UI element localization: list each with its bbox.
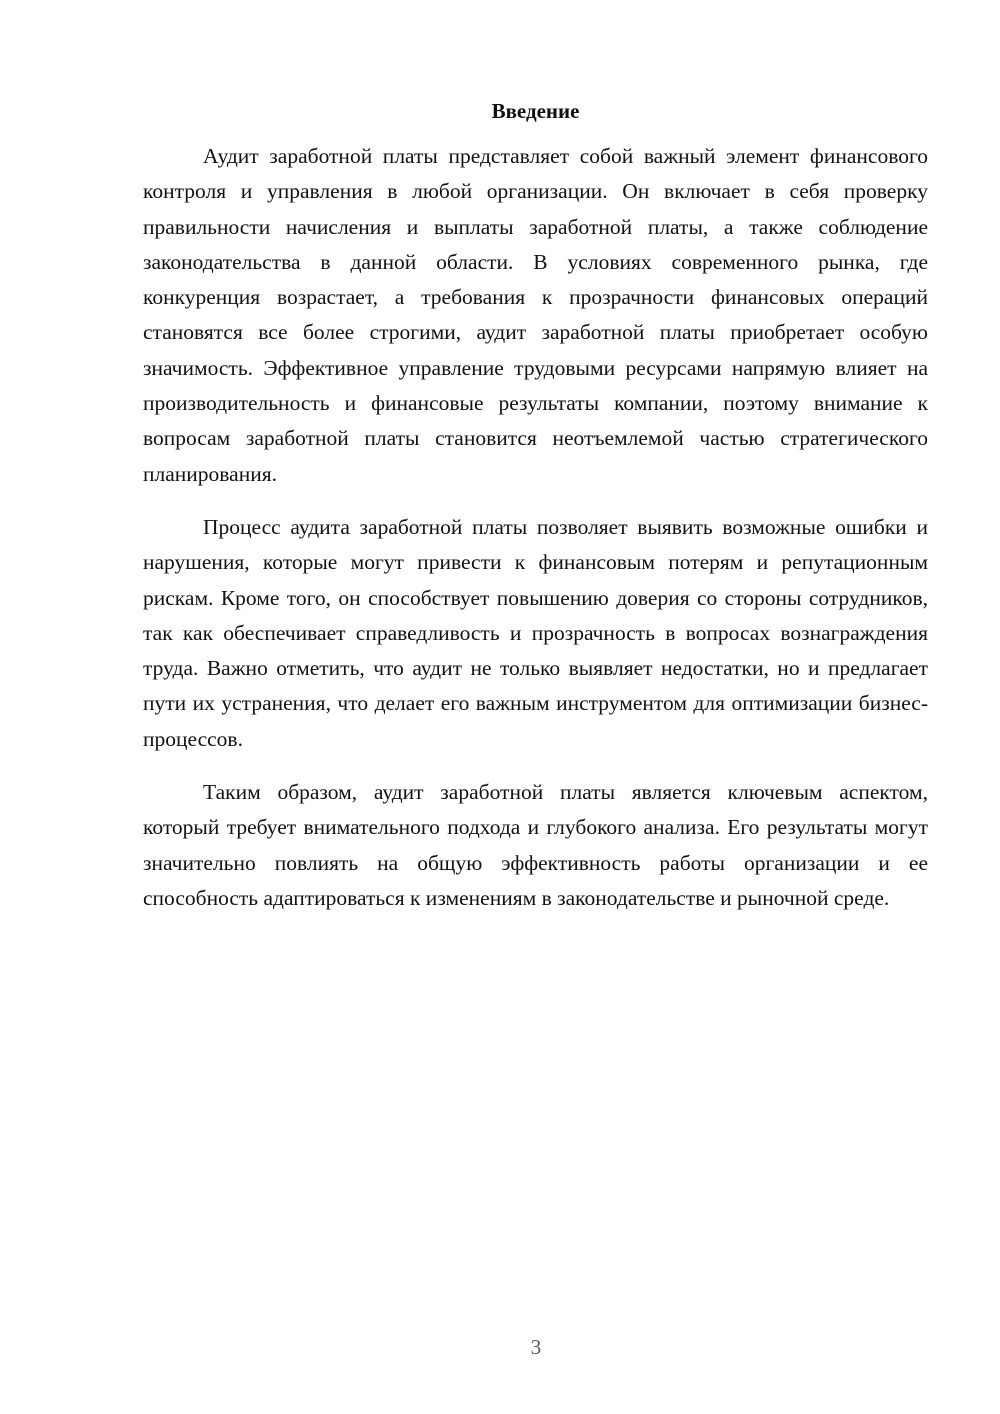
section-heading: Введение (491, 99, 580, 123)
page-content (143, 96, 928, 934)
page-number: 3 (530, 1335, 542, 1359)
paragraph-2: Процесс аудита заработной платы позволяет выявить возможные ошибки и нарушения, которые могут привести к финансовым потерям и репутационным рискам. Кроме того, он способствует повышению доверия со стороны сотрудников, так как обеспечивает справедливость и прозрачность в вопросах вознаграждения труда. Важно отметить, что аудит не только выявляет недостатки, но и предлагает пути их устранения, что делает его важным инструментом для оптимизации бизнес-процессов. (143, 514, 928, 751)
paragraph-3: Таким образом, аудит заработной платы является ключевым аспектом, который требует внимательного подхода и глубокого анализа. Его результаты могут значительно повлиять на общую эффективность работы организации и ее способность адаптироваться к изменениям в законодательстве и рыночной среде. (143, 780, 928, 910)
paragraph-1: Аудит заработной платы представляет собой важный элемент финансового контроля и управления в любой организации. Он включает в себя проверку правильности начисления и выплаты заработной платы, а также соблюдение законодательства в данной области. В условиях современного рынка, где конкуренция возрастает, а требования к прозрачности финансовых операций становятся все более строгими, аудит заработной платы приобретает особую значимость. Эффективное управление трудовыми ресурсами напрямую влияет на производительность и финансовые результаты компании, поэтому внимание к вопросам заработной платы становится неотъемлемой частью стратегического планирования. (143, 144, 928, 486)
